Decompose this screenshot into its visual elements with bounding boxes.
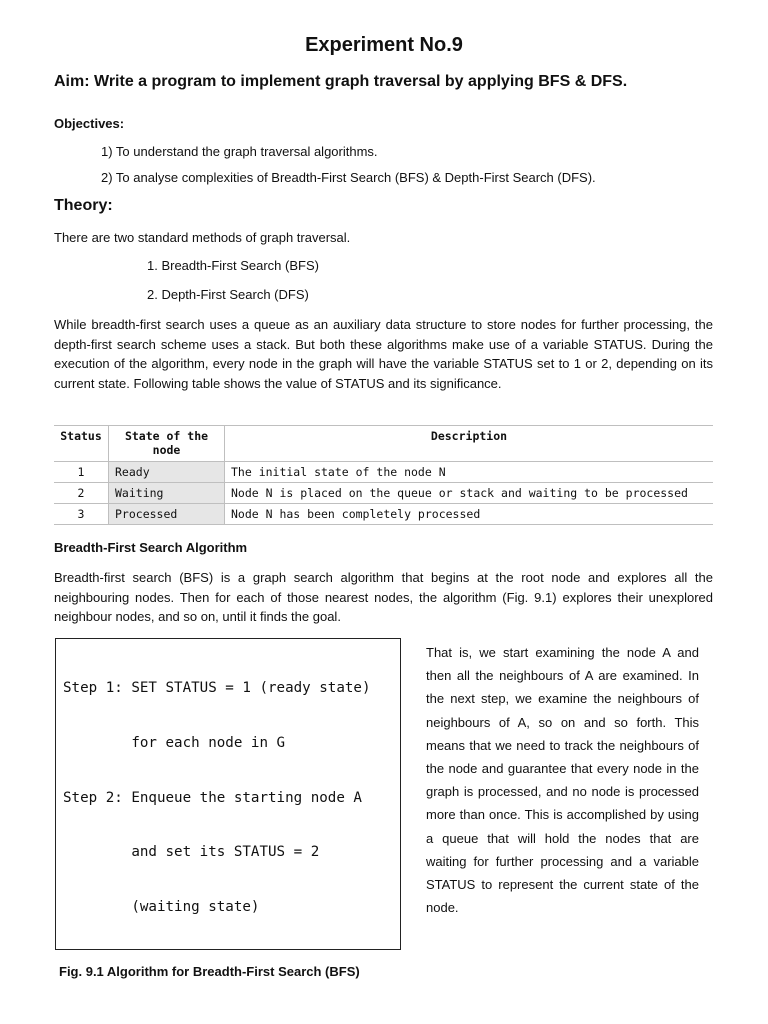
aim-statement: Aim: Write a program to implement graph traversal by applying BFS & DFS. [54,73,628,90]
description-cell: The initial state of the node N [225,462,714,483]
theory-paragraph: While breadth-first search uses a queue as an auxiliary data structure to store nodes for further processing, the depth-first search scheme uses a stack. But both these algorithms make use of a variable STATUS. During the execution of the algorithm, every node in the graph will have the variable STATUS set to 1 or 2, depending on its current state. Following table shows the value of STATUS and its significance. [54,317,713,391]
column-header-description: Description [225,426,714,462]
status-table [54,425,713,525]
page-title: Experiment No.9 [305,34,463,56]
algorithm-line: Step 2: Enqueue the starting node A [63,789,362,806]
state-cell: Ready [109,462,225,483]
algorithm-line: for each node in G [63,735,286,752]
description-cell: Node N is placed on the queue or stack and waiting to be processed [225,483,714,504]
status-cell: 3 [54,504,109,525]
table-row [54,483,713,504]
figure-caption: Fig. 9.1 Algorithm for Breadth-First Search (BFS) [59,964,360,979]
algorithm-line: Step 1: SET STATUS = 1 (ready state) [63,680,371,697]
method-item: 1. Breadth-First Search (BFS) [147,258,319,273]
objectives-heading: Objectives: [54,116,125,131]
algorithm-line: and set its STATUS = 2 [63,844,320,861]
state-cell: Waiting [109,483,225,504]
objective-item: 1) To understand the graph traversal algorithms. [101,144,378,159]
algorithm-box [55,638,401,950]
status-cell: 1 [54,462,109,483]
description-cell: Node N has been completely processed [225,504,714,525]
method-item: 2. Depth-First Search (DFS) [147,287,309,302]
status-cell: 2 [54,483,109,504]
bfs-heading: Breadth-First Search Algorithm [54,540,248,555]
table-row [54,462,713,483]
theory-intro: There are two standard methods of graph traversal. [54,230,351,245]
bfs-explanation: That is, we start examining the node A and then all the neighbours of A are examined. In the next step, we examine the neighbours of neighbours of A, so on and so forth. This means that we need to track the neighbours of the node and guarantee that every node in the graph is processed, and no node is processed more than once. This is accomplished by using a queue that will hold the nodes that are waiting for further processing and a variable STATUS to represent the current state of the node. [426,645,699,916]
column-header-status: Status [54,426,109,462]
table-row [54,504,713,525]
bfs-paragraph: Breadth-first search (BFS) is a graph search algorithm that begins at the root node and explores all the neighbouring nodes. Then for each of those nearest nodes, the algorithm (Fig. 9.1) explores their unexplored neighbour nodes, and so on, until it finds the goal. [54,570,713,624]
objective-item: 2) To analyse complexities of Breadth-First Search (BFS) & Depth-First Search (DFS). [101,170,596,185]
theory-heading: Theory: [54,197,113,214]
state-cell: Processed [109,504,225,525]
column-header-state: State of the node [109,426,225,462]
table-header-row [54,426,713,462]
algorithm-line: (waiting state) [63,898,260,915]
